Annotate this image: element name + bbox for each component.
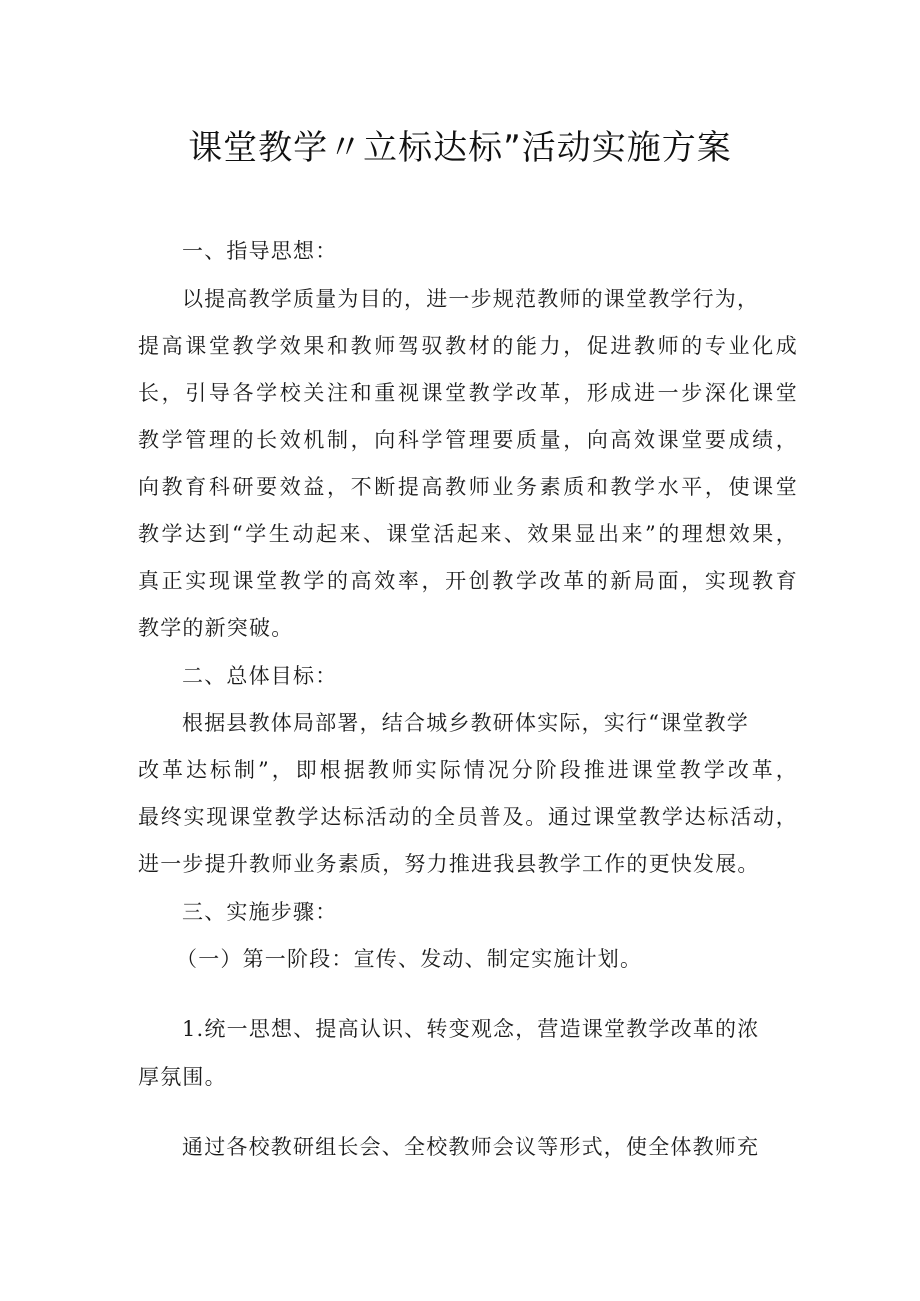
paragraph-line: 长，引导各学校关注和重视课堂教学改革，形成进一步深化课堂 [138, 381, 798, 405]
numbered-item-line: 厚氛围。 [138, 1065, 227, 1089]
paragraph-line: 教学的新突破。 [138, 616, 294, 640]
document-title: 课堂教学〃立标达标”活动实施方案 [188, 128, 732, 168]
paragraph-line: 根据县教体局部署，结合城乡教研体实际，实行“课堂教学 [182, 711, 749, 735]
paragraph-line: 教学达到“学生动起来、课堂活起来、效果显出来”的理想效果， [138, 522, 798, 546]
heading-overall-goal: 二、总体目标： [182, 664, 338, 688]
paragraph-line: 提高课堂教学效果和教师驾驭教材的能力，促进教师的专业化成 [138, 334, 798, 358]
paragraph-line: 最终实现课堂教学达标活动的全员普及。通过课堂教学达标活动， [138, 805, 798, 829]
paragraph-line: 向教育科研要效益，不断提高教师业务素质和教学水平，使课堂 [138, 475, 798, 499]
numbered-item-line: 1.统一思想、提高认识、转变观念，营造课堂教学改革的浓 [182, 1017, 760, 1041]
paragraph-line: 改革达标制”，即根据教师实际情况分阶段推进课堂教学改革， [138, 758, 798, 782]
paragraph-line: 真正实现课堂教学的高效率，开创教学改革的新局面，实现教育 [138, 569, 798, 593]
subheading-phase-one: （一）第一阶段：宣传、发动、制定实施计划。 [176, 947, 643, 971]
heading-implementation-steps: 三、实施步骤： [182, 900, 338, 924]
paragraph-line: 以提高教学质量为目的，进一步规范教师的课堂教学行为， [182, 287, 760, 311]
paragraph-line: 通过各校教研组长会、全校教师会议等形式，使全体教师充 [182, 1135, 760, 1159]
paragraph-line: 教学管理的长效机制，向科学管理要质量，向高效课堂要成绩， [138, 428, 798, 452]
heading-guiding-ideology: 一、指导思想： [182, 239, 338, 263]
paragraph-line: 进一步提升教师业务素质，努力推进我县教学工作的更快发展。 [138, 852, 760, 876]
